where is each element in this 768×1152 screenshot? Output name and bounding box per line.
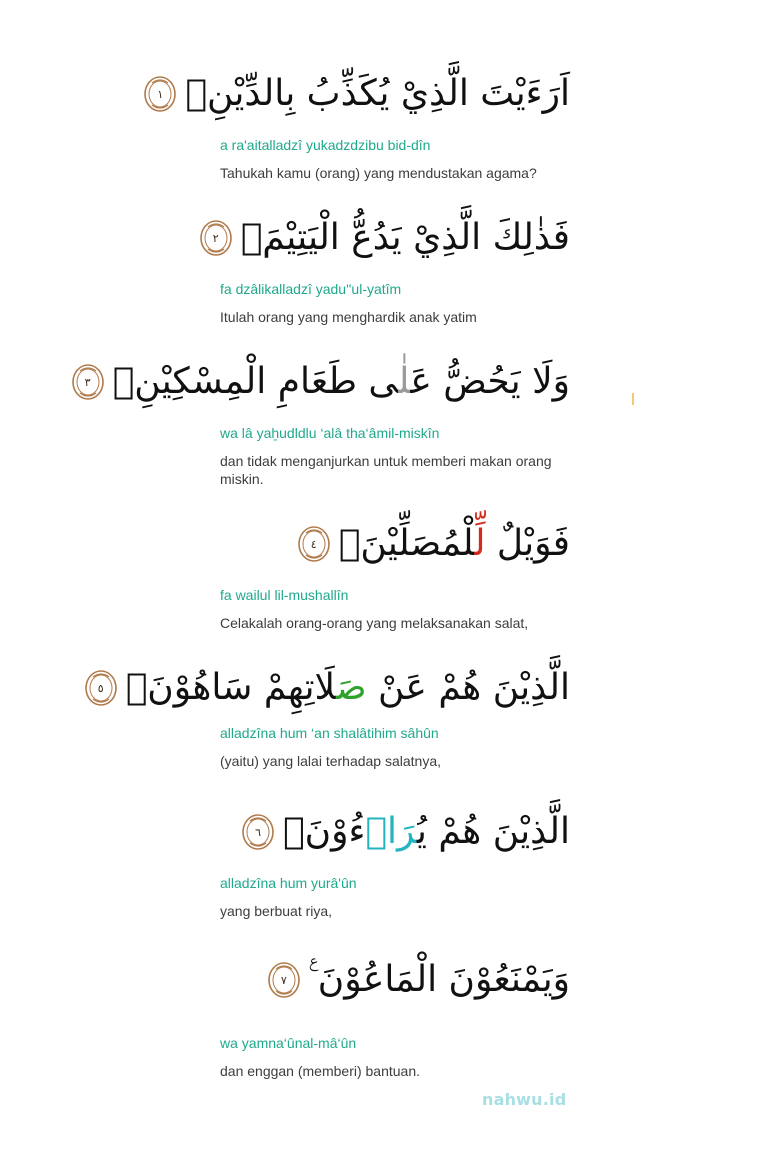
arabic-text: الَّذِيْنَ هُمْ عَنْ صَلَاتِهِمْ سَاهُوْنَۙ [125,667,570,708]
latin-transliteration: wa yamna‘ûnal-mâ‘ûn [220,1035,357,1051]
arabic-line [157,60,570,128]
ayah-number-marker-icon [297,525,331,563]
latin-transliteration: alladzîna hum yurâ'ûn [220,875,357,891]
ayah-number-marker-icon [84,669,118,707]
ayah-number: ٥ [97,681,104,695]
surah-passage [84,60,570,1080]
ayah-number: ٧ [280,973,287,987]
arabic-text: وَيَمْنَعُوْنَ الْمَاعُوْنَ ࣖ [308,959,570,1000]
translation: Itulah orang yang menghardik anak yatim [220,309,477,325]
translation: dan tidak menganjurkan untuk memberi makan orang miskin. [220,453,552,487]
translation: yang berbuat riya, [220,903,333,919]
translation: dan enggan (memberi) bantuan. [220,1063,421,1079]
arabic-line [212,204,570,272]
ayah-number: ٢ [212,231,219,245]
tajwid-highlight: رَا [365,811,417,852]
ayah-number-marker-icon [267,961,301,999]
arabic-text: فَوَيْلٌ لِّلْمُصَلِّيْنَۙ [338,523,570,564]
ayah-number: ١ [157,87,164,101]
translation: (yaitu) yang lalai terhadap salatnya, [220,753,442,769]
latin-transliteration: alladzîna hum ‘an shalâtihim sâhûn [220,725,439,741]
ayah-number: ٣ [84,375,91,389]
tajwid-highlight: صَ [335,667,367,708]
verse-5 [97,654,570,770]
verse-1 [157,60,570,182]
arabic-text: وَلَا يَحُضُّ عَلٰى طَعَامِ الْمِسْكِيْنِۗ [112,361,570,402]
verse-2 [212,204,570,326]
ayah-number-marker-icon [143,75,177,113]
arabic-text: الَّذِيْنَ هُمْ يُرَاۤءُوْنَۙ [283,811,570,852]
verse-7 [220,946,570,1080]
tajwid-highlight: لٰ [398,361,411,402]
arabic-line [97,654,570,722]
latin-transliteration: a ra'aitalladzî yukadzdzibu bid-dîn [220,137,431,153]
arabic-line [220,946,570,1014]
ayah-number-marker-icon [71,363,105,401]
latin-transliteration: fa wailul lil-mushallîn [220,587,349,603]
ayah-number-marker-icon [241,813,275,851]
ayah-number-marker-icon [199,219,233,257]
arabic-text: اَرَءَيْتَ الَّذِيْ يُكَذِّبُ بِالدِّيْنِۗ [185,73,570,114]
arabic-line [84,348,570,416]
latin-transliteration: fa dzâlikalladzî yadu''ul-yatîm [220,281,402,297]
latin-transliteration: wa lâ yaẖudldlu ‘alâ tha‘âmil-miskîn [220,425,440,441]
watermark-logo: nahwu.id [482,1090,567,1109]
translation: Tahukah kamu (orang) yang mendustakan agama? [220,165,537,181]
arabic-line [220,510,570,578]
translation: Celakalah orang-orang yang melaksanakan salat, [220,615,529,631]
ayah-number: ٤ [310,537,317,551]
tajwid-highlight: لِّ [474,523,486,564]
arabic-text: فَذٰلِكَ الَّذِيْ يَدُعُّ الْيَتِيْمَۙ [240,217,570,258]
decorative-mark [632,393,634,405]
verse-3 [84,348,570,488]
verse-6 [220,798,570,920]
ayah-number: ٦ [255,825,261,839]
arabic-line [220,798,570,866]
verse-4 [220,510,570,632]
